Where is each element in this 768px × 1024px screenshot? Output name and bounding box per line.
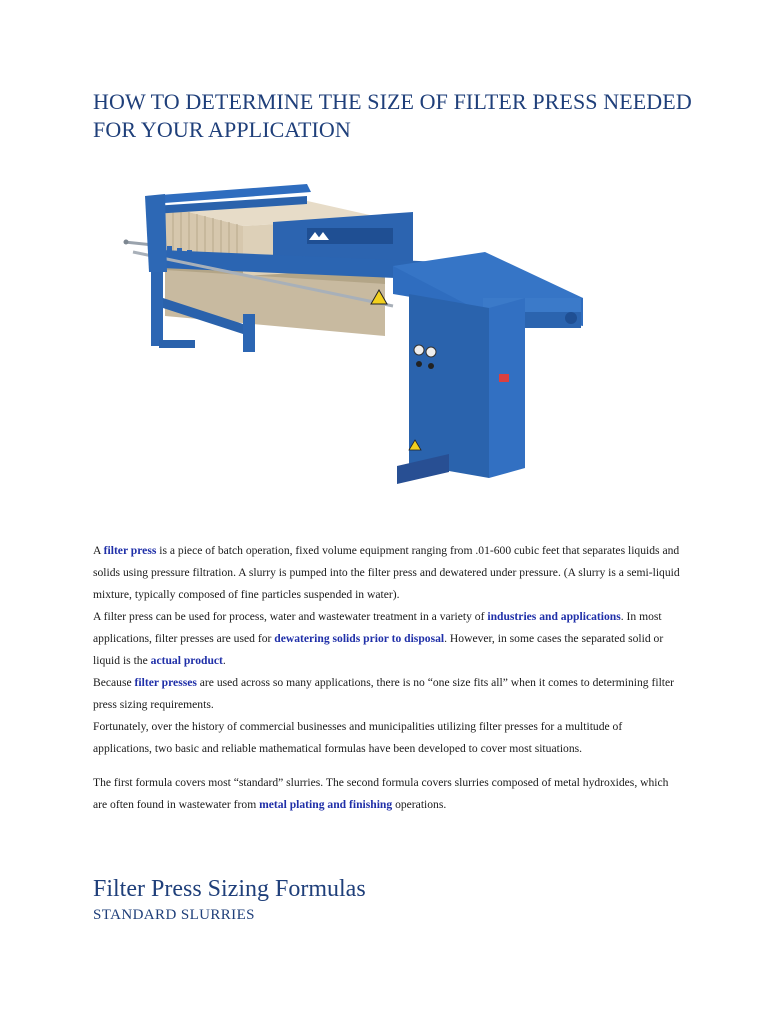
paragraph-formulas [93, 716, 683, 760]
paragraph-intro [93, 540, 683, 606]
text-span: . [222, 654, 226, 667]
text-span: The first formula covers most “standard” slurries. The second formula covers slurries composed of metal hydroxides, which are often found in wastewater from [93, 776, 669, 811]
subheading: STANDARD SLURRIES [93, 907, 255, 923]
filter-press-image [93, 148, 621, 518]
text-span: Fortunately, over the history of commercial businesses and municipalities utilizing filter presses for a multitude of applications, two basic and reliable mathematical formulas have been developed to cover most situations. [93, 720, 623, 755]
text-span: A [93, 544, 104, 557]
text-span: is a piece of batch operation, fixed volume equipment ranging from .01-600 cubic feet that separates liquids and solids using pressure filtration. A slurry is pumped into the filter press and dewatered under pressure. (A slurry is a semi-liquid mixture, typically composed of fine particles suspended in water). [93, 544, 680, 601]
paragraph-uses [93, 606, 683, 672]
paragraph-two-formulas [93, 772, 683, 816]
text-span: are used across so many applications, there is no “one size fits all” when it comes to determining filter press sizing requirements. [93, 676, 675, 711]
link-actual-product[interactable]: actual product [150, 654, 223, 667]
link-filter-press[interactable]: filter press [103, 544, 157, 557]
text-span: Because [93, 676, 135, 689]
article-body [93, 540, 683, 816]
link-filter-presses[interactable]: filter presses [134, 676, 197, 689]
link-industries-applications[interactable]: industries and applications [487, 610, 621, 623]
paragraph-sizing [93, 672, 683, 716]
section-heading: Filter Press Sizing Formulas [93, 876, 366, 902]
page-title: HOW TO DETERMINE THE SIZE OF FILTER PRESS NEEDED FOR YOUR APPLICATION [93, 89, 692, 142]
link-metal-plating[interactable]: metal plating and finishing [259, 798, 393, 811]
text-span: . In most applications, filter presses are used for [93, 610, 662, 645]
text-span: A filter press can be used for process, water and wastewater treatment in a variety of [93, 610, 488, 623]
text-span: . However, in some cases the separated solid or liquid is the [93, 632, 664, 667]
text-span: operations. [392, 798, 447, 811]
link-dewatering-solids[interactable]: dewatering solids prior to disposal [274, 632, 445, 645]
